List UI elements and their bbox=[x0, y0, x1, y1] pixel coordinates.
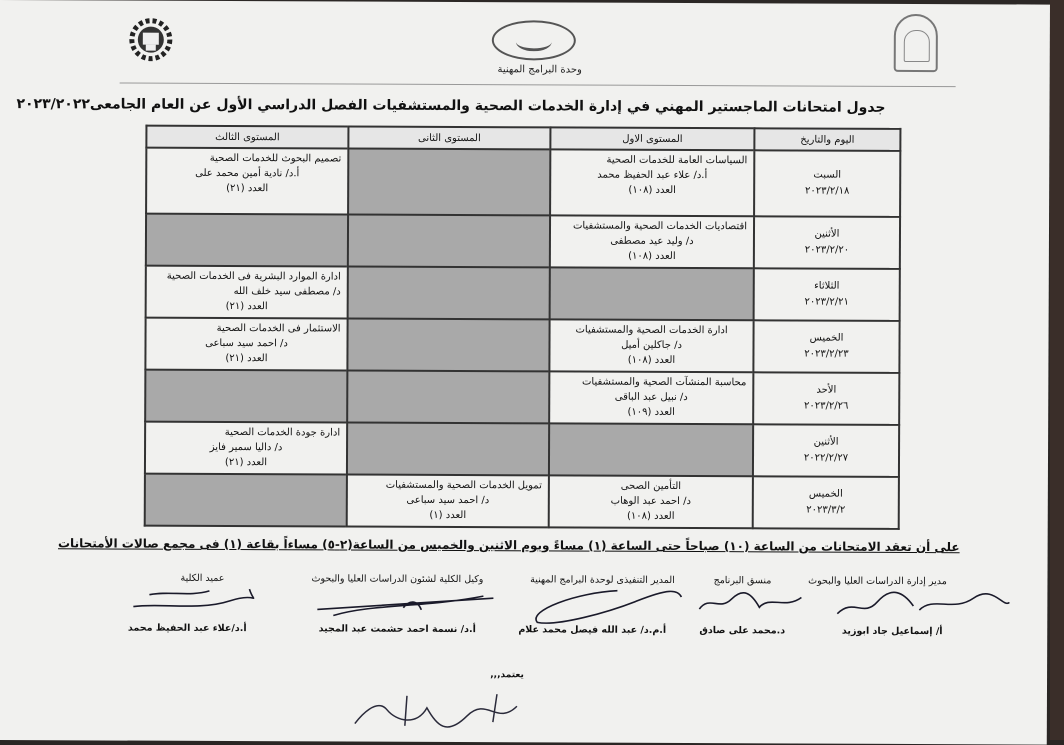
course-name: التأمين الصحى bbox=[620, 480, 682, 492]
date: ٢٠٢٣/٢/٢٣ bbox=[804, 348, 849, 360]
table-row bbox=[146, 266, 900, 321]
professional-programs-emblem-icon bbox=[492, 20, 576, 60]
handwritten-approval-signature bbox=[347, 686, 527, 735]
signature-role-vice-dean: وكيل الكلية لشئون الدراسات العليا والبحوث bbox=[311, 573, 484, 586]
date: ٢٠٢٣/٢/١٨ bbox=[804, 185, 850, 197]
header-divider bbox=[120, 83, 956, 88]
level-1-cell bbox=[549, 371, 753, 424]
level-1-cell bbox=[550, 149, 754, 216]
course-name: ادارة الموارد البشرية فى الخدمات الصحية bbox=[166, 270, 341, 283]
level-1-cell bbox=[550, 215, 754, 268]
student-count: العدد (١٠٨) bbox=[628, 184, 676, 196]
course-name: تصميم البحوث للخدمات الصحية bbox=[209, 152, 342, 165]
student-count: العدد (١٠٨) bbox=[627, 354, 676, 366]
date: ٢٠٢٣/٢/٢٦ bbox=[804, 400, 849, 412]
day: الخميس bbox=[808, 488, 843, 500]
day: الخميس bbox=[809, 332, 844, 344]
signature-name-grad-studies-director: أ/ إسماعيل جاد ابوزيد bbox=[841, 625, 943, 638]
day-date-cell bbox=[753, 476, 899, 529]
signature-role-program-coordinator: منسق البرنامج bbox=[713, 575, 772, 587]
handwritten-signature-4 bbox=[313, 589, 503, 620]
day: السبت bbox=[813, 169, 842, 181]
level-2-cell-empty bbox=[348, 267, 550, 320]
course-name: تمويل الخدمات الصحية والمستشفيات bbox=[385, 479, 542, 492]
header-level-3: المستوى الثالث bbox=[146, 126, 348, 149]
day-date-cell bbox=[753, 372, 899, 425]
date: ٢٠٢٢/٢/٢٧ bbox=[803, 452, 849, 464]
instructor: د/ احمد سيد سباعى bbox=[205, 337, 288, 350]
handwritten-signature-5 bbox=[129, 577, 259, 618]
level-1-cell-empty bbox=[550, 267, 754, 320]
approval-label: يعتمد,,, bbox=[490, 670, 524, 681]
student-count: العدد (١٠٨) bbox=[628, 250, 676, 262]
level-3-cell-empty bbox=[146, 214, 348, 267]
header-level-1: المستوى الاول bbox=[550, 127, 754, 150]
table-row bbox=[145, 422, 899, 477]
table-row bbox=[146, 148, 900, 217]
background-right bbox=[1050, 0, 1064, 740]
handwritten-signature-2 bbox=[695, 587, 805, 617]
exam-schedule-table bbox=[144, 125, 902, 530]
date: ٢٠٢٣/٢/٢٠ bbox=[804, 244, 850, 256]
day: الأثنين bbox=[814, 228, 840, 240]
course-name: السياسات العامة للخدمات الصحية bbox=[606, 154, 748, 167]
instructor: د/ جاكلين أميل bbox=[621, 339, 682, 351]
course-name: ادارة الخدمات الصحية والمستشفيات bbox=[575, 324, 728, 337]
instructor: د/ وليد عيد مصطفى bbox=[610, 235, 694, 248]
course-name: محاسبة المنشآت الصحية والمستشفيات bbox=[581, 376, 747, 389]
signature-name-program-coordinator: د.محمد على صادق bbox=[699, 625, 786, 637]
day-date-cell bbox=[754, 268, 900, 321]
level-3-cell bbox=[146, 266, 348, 319]
day-date-cell bbox=[753, 424, 899, 477]
level-2-cell-empty bbox=[347, 423, 549, 476]
header-day-date: اليوم والتاريخ bbox=[754, 128, 900, 151]
course-name: الاستثمار فى الخدمات الصحية bbox=[216, 322, 341, 335]
student-count: العدد (٢١) bbox=[225, 300, 268, 313]
table-row bbox=[145, 318, 899, 373]
course-name: اقتصاديات الخدمات الصحية والمستشفيات bbox=[572, 220, 748, 233]
level-2-cell-empty bbox=[348, 215, 550, 268]
course-name: ادارة جودة الخدمات الصحية bbox=[224, 426, 341, 439]
student-count: العدد (١٠٨) bbox=[626, 510, 675, 522]
signature-role-grad-studies-director: مدير إدارة الدراسات العليا والبحوث bbox=[808, 575, 947, 588]
level-2-cell-empty bbox=[347, 319, 549, 372]
signature-role-executive-director: المدير التنفيذى لوحدة البرامج المهنية bbox=[530, 574, 675, 586]
signature-role-dean: عميد الكلية bbox=[180, 572, 225, 584]
level-2-cell bbox=[347, 475, 549, 528]
student-count: العدد (٢١) bbox=[226, 182, 269, 195]
level-2-cell-empty bbox=[347, 371, 549, 424]
student-count: العدد (١٠٩) bbox=[627, 406, 675, 418]
level-3-cell bbox=[145, 422, 347, 475]
handwritten-signature-1 bbox=[833, 588, 1013, 623]
student-count: العدد (٢١) bbox=[224, 456, 268, 469]
instructor: د/ احمد عبد الوهاب bbox=[610, 495, 691, 508]
signature-name-executive-director: أ.م.د/ عبد الله فيصل محمد علام bbox=[518, 624, 667, 636]
student-count: العدد (٢١) bbox=[225, 352, 268, 365]
instructor: د/ مصطفى سيد خلف الله bbox=[233, 286, 341, 298]
student-count: العدد (١) bbox=[429, 509, 467, 522]
day-date-cell bbox=[754, 216, 900, 269]
instructor: أ.د/ نادية أمين محمد على bbox=[195, 167, 300, 180]
unit-name: وحدة البرامج المهنية bbox=[497, 64, 582, 76]
day: الأثنين bbox=[813, 436, 839, 448]
table-row bbox=[146, 214, 900, 269]
day: الأحد bbox=[816, 384, 837, 396]
header-level-2: المستوى الثانى bbox=[348, 127, 550, 150]
level-1-cell bbox=[549, 319, 753, 372]
instructor: د/ نبيل عبد الباقى bbox=[614, 391, 688, 404]
level-2-cell-empty bbox=[348, 149, 550, 216]
level-1-cell-empty bbox=[549, 423, 753, 476]
table-header-row bbox=[146, 126, 900, 151]
instructor: د/ احمد سيد سباعى bbox=[406, 494, 490, 507]
day-date-cell bbox=[753, 320, 899, 373]
day-date-cell bbox=[754, 150, 900, 217]
instructor: د/ داليا سمير فايز bbox=[209, 441, 283, 454]
document-title: جدول امتحانات الماجستير المهني في إدارة الخدمات الصحية والمستشفيات الفصل الدراسي الأول عن العام الجامعى٢٠٢٣/٢٠٢٢ bbox=[16, 96, 886, 116]
date: ٢٠٢٣/٢/٢١ bbox=[804, 296, 849, 308]
level-3-cell bbox=[145, 318, 347, 371]
level-1-cell bbox=[549, 475, 753, 528]
level-3-cell-empty bbox=[145, 474, 347, 527]
level-3-cell bbox=[146, 148, 348, 215]
handwritten-signature-3 bbox=[517, 582, 687, 627]
signature-name-dean: أ.د/علاء عبد الحفيظ محمد bbox=[127, 622, 247, 635]
level-3-cell-empty bbox=[145, 370, 347, 423]
table-row bbox=[145, 474, 899, 529]
exam-time-note: على أن تعقد الامتحانات من الساعة (١٠) صباحاً حتى الساعة (١) مساءً ويوم الاثنين والخميس من الساعة(٢-٥) مساءاً بقاعة (١) فى مجمع صالات الأمتحانات bbox=[57, 536, 960, 555]
date: ٢٠٢٣/٣/٢ bbox=[806, 504, 846, 516]
instructor: أ.د/ علاء عبد الحفيظ محمد bbox=[597, 169, 708, 182]
faculty-arch-logo-icon bbox=[894, 14, 938, 72]
day: الثلاثاء bbox=[814, 280, 840, 292]
university-gear-logo-icon bbox=[128, 15, 174, 65]
table-row bbox=[145, 370, 899, 425]
signature-name-vice-dean: أ.د/ نسمة احمد حشمت عبد المجيد bbox=[318, 623, 476, 636]
